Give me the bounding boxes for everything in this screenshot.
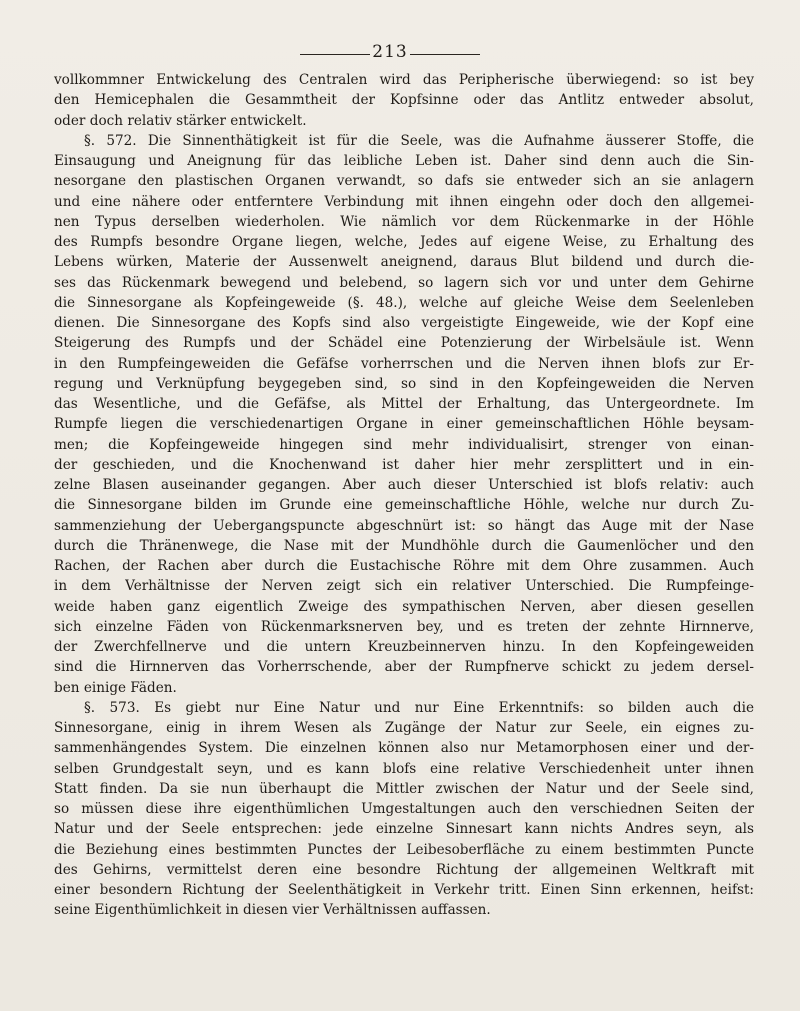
text-line: Statt finden. Da sie nun überhaupt die Mittler zwischen der Natur und der Seele sind, xyxy=(54,780,754,797)
text-line: seine Eigenthümlichkeit in diesen vier Verhältnissen auffassen. xyxy=(54,902,491,919)
text-line: Einsaugung und Aneignung für das leibliche Leben ist. Daher sind denn auch die Sin- xyxy=(54,153,754,169)
text-line: Rumpfe liegen die verschiedenartigen Organe in einer gemeinschaftlichen Höhle beysam- xyxy=(54,416,754,433)
text-line: selben Grundgestalt seyn, und es kann blofs eine relative Verschiedenheit unter ihnen xyxy=(54,760,754,777)
text-line: nen Typus derselben wiederholen. Wie nämlich vor dem Rückenmarke in der Höhle xyxy=(54,213,754,230)
text-line: so müssen diese ihre eigenthümlichen Umgestaltungen auch den verschiednen Seiten der xyxy=(54,801,754,817)
text-line: Sinnesorgane, einig in ihrem Wesen als Zugänge der Natur zur Seele, ein eignes zu- xyxy=(54,720,754,736)
text-line: Natur und der Seele entsprechen: jede einzelne Sinnesart kann nichts Andres seyn, als xyxy=(54,821,754,838)
text-line: des Rumpfs besondre Organe liegen, welche, Jedes auf eigene Weise, zu Erhaltung des xyxy=(54,234,754,250)
text-line: vollkommner Entwickelung des Centralen wird das Peripherische überwiegend: so ist bey xyxy=(54,72,754,88)
text-line: durch die Thränenwege, die Nase mit der Mundhöhle durch die Gaumenlöcher und den xyxy=(54,537,754,554)
text-line: in dem Verhältnisse der Nerven zeigt sich ein relativer Unterschied. Die Rumpfeinge- xyxy=(54,578,754,595)
page-number: 213 xyxy=(372,42,408,62)
text-line: sammenhängendes System. Die einzelnen können also nur Metamorphosen einer und der- xyxy=(54,740,754,757)
text-line: dienen. Die Sinnesorgane des Kopfs sind also vergeistigte Eingeweide, wie der Kopf eine xyxy=(54,315,754,331)
text-line: sammenziehung der Uebergangspuncte abgeschnürt ist: so hängt das Auge mit der Nase xyxy=(54,517,754,534)
text-line: Rachen, der Rachen aber durch die Eustachische Röhre mit dem Ohre zusammen. Auch xyxy=(54,558,754,574)
text-line: oder doch relativ stärker entwickelt. xyxy=(54,112,307,129)
text-line: regung und Verknüpfung beygegeben sind, so sind in den Kopfeingeweiden die Nerven xyxy=(54,375,754,392)
body-text xyxy=(54,70,754,921)
text-line: zelne Blasen auseinander gegangen. Aber auch dieser Unterschied ist blofs relativ: auch xyxy=(54,477,754,493)
text-line: und eine nähere oder entferntere Verbindung mit ihnen eingehn oder doch den allgemei- xyxy=(54,193,754,210)
header-rule-right xyxy=(410,54,480,55)
text-line: sind die Hirnnerven das Vorherrschende, aber der Rumpfnerve schickt zu jedem dersel- xyxy=(54,659,754,676)
text-line: in den Rumpfeingeweiden die Gefäfse vorherrschen und die Nerven ihnen blofs zur Er- xyxy=(54,355,754,372)
text-line: das Wesentliche, und die Gefäfse, als Mittel der Erhaltung, das Untergeordnete. Im xyxy=(54,396,754,412)
text-line: §. 573. Es giebt nur Eine Natur und nur Eine Erkenntnifs: so bilden auch die xyxy=(84,699,754,716)
text-line: ben einige Fäden. xyxy=(54,679,177,696)
text-line: die Sinnesorgane bilden im Grunde eine gemeinschaftliche Höhle, welche nur durch Zu- xyxy=(54,497,754,514)
text-line: Steigerung des Rumpfs und der Schädel eine Potenzierung der Wirbelsäule ist. Wenn xyxy=(54,335,754,352)
text-line: den Hemicephalen die Gesammtheit der Kopfsinne oder das Antlitz entweder absolut, xyxy=(54,92,754,109)
text-line: nesorgane den plastischen Organen verwandt, so dafs sie entweder sich an sie anlagern xyxy=(54,173,754,190)
text-line: ses das Rückenmark bewegend und belebend, so lagern sich vor und unter dem Gehirne xyxy=(54,274,754,291)
text-line: men; die Kopfeingeweide hingegen sind mehr individualisirt, strenger von einan- xyxy=(54,436,754,453)
text-line: die Sinnesorgane als Kopfeingeweide (§. 48.), welche auf gleiche Weise dem Seelenleben xyxy=(54,294,754,311)
text-line: des Gehirns, vermittelst deren eine besondre Richtung der allgemeinen Weltkraft mit xyxy=(54,861,754,878)
text-line: einer besondern Richtung der Seelenthätigkeit in Verkehr tritt. Einen Sinn erkennen, heifst: xyxy=(54,882,754,898)
text-line: Lebens würken, Materie der Aussenwelt aneignend, daraus Blut bildend und durch die- xyxy=(54,254,754,271)
text-line: der Zwerchfellnerve und die untern Kreuzbeinnerven hinzu. In den Kopfeingeweiden xyxy=(54,639,754,655)
text-line: sich einzelne Fäden von Rückenmarksnerven bey, und es treten der zehnte Hirnnerve, xyxy=(54,618,754,635)
text-line: der geschieden, und die Knochenwand ist daher hier mehr zersplittert und in ein- xyxy=(54,456,754,473)
text-line: die Beziehung eines bestimmten Punctes der Leibesoberfläche zu einem bestimmten Puncte xyxy=(54,841,754,858)
page-header xyxy=(300,42,480,72)
text-line: weide haben ganz eigentlich Zweige des sympathischen Nerven, aber diesen gesellen xyxy=(54,598,754,615)
text-line: §. 572. Die Sinnenthätigkeit ist für die Seele, was die Aufnahme äusserer Stoffe, die xyxy=(84,132,754,149)
